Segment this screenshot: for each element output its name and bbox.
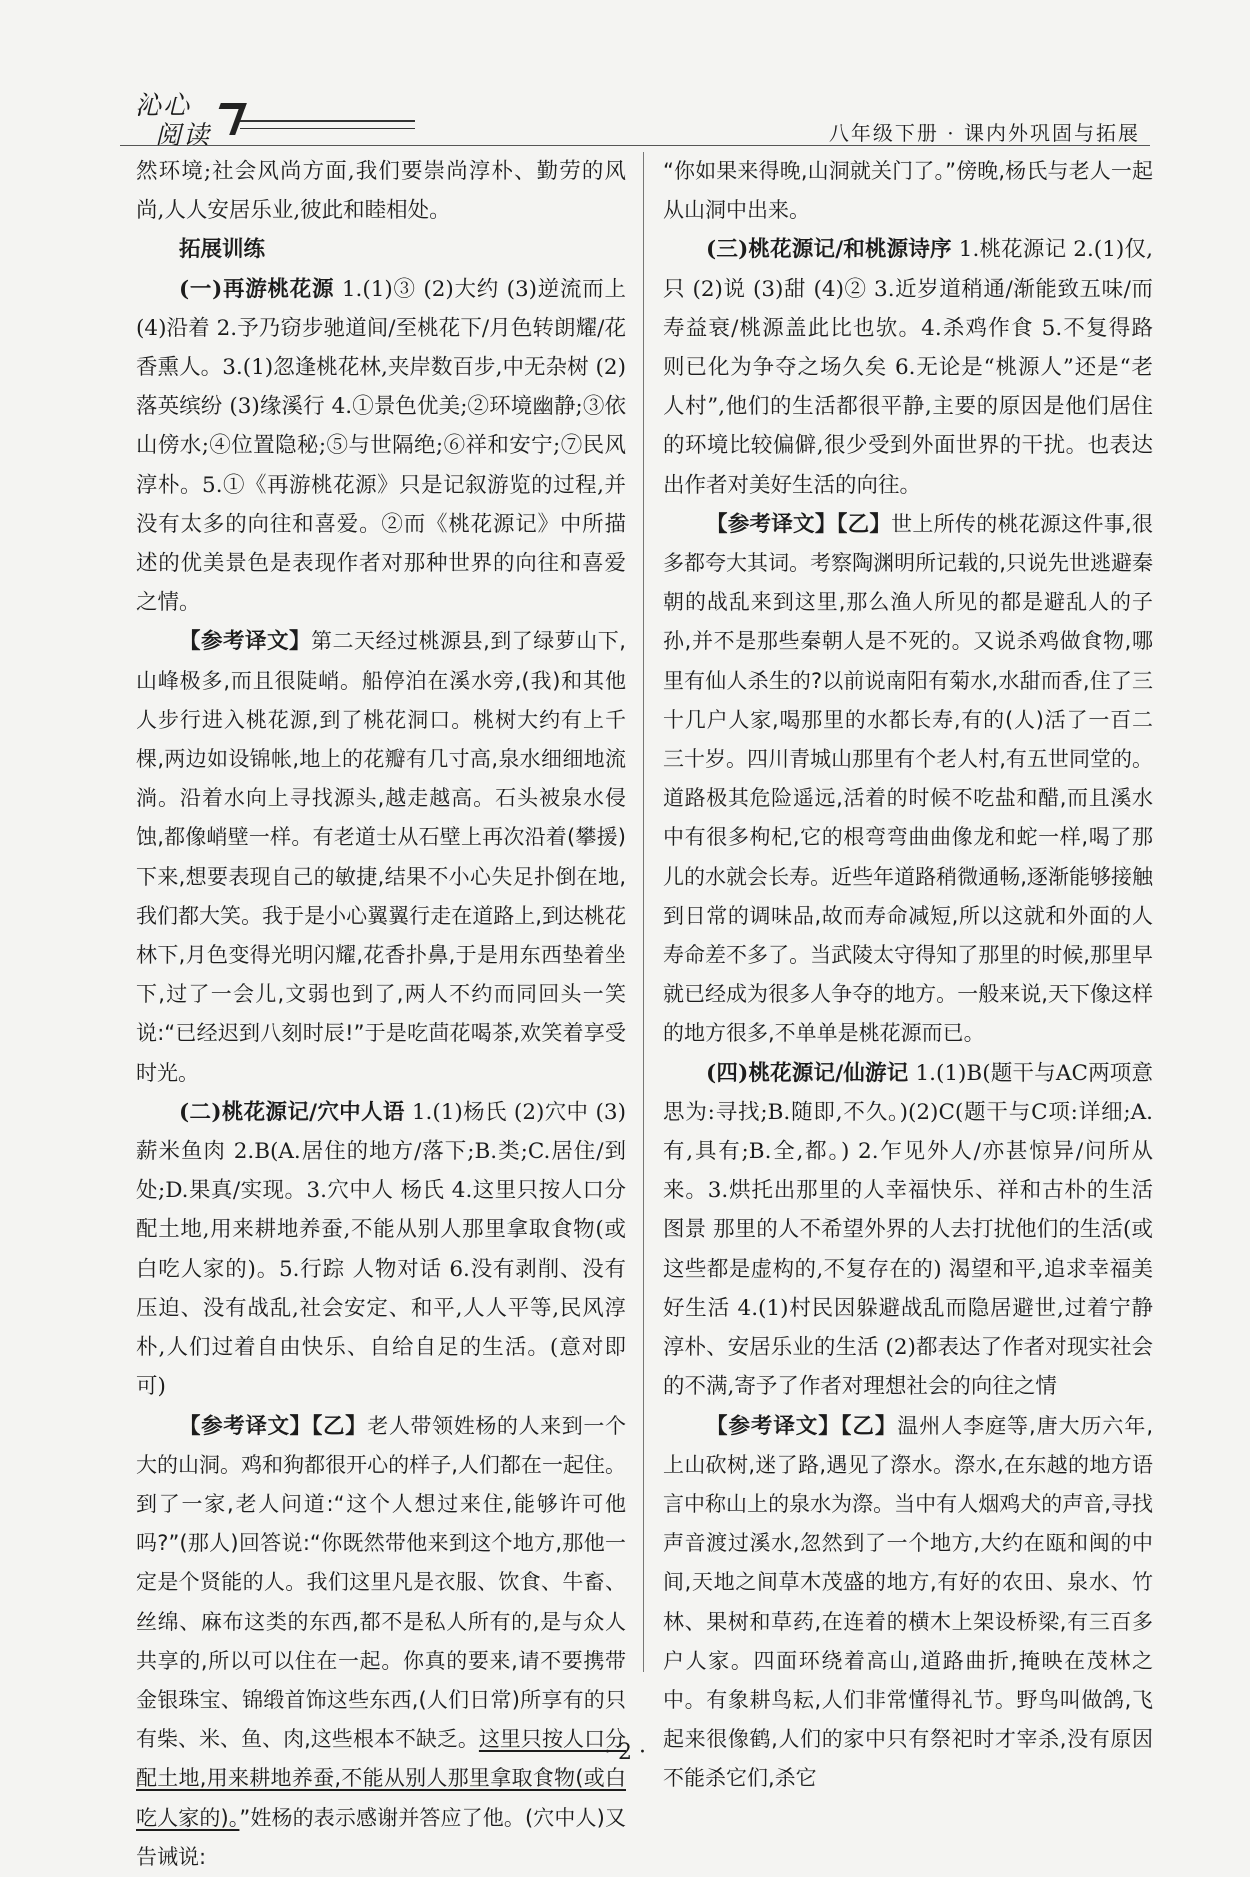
translation-label: 【参考译文】【乙】 xyxy=(706,511,892,537)
header-divider xyxy=(120,145,1150,146)
translation-block xyxy=(663,505,1153,1054)
translation-text: 世上所传的桃花源这件事,很多都夸大其词。考察陶渊明所记载的,只说先世逃避秦朝的战乱来到这里,那么渔人所见的都是避乱人的子孙,并不是那些秦朝人是不死的。又说杀鸡做食物,哪里有仙人杀生的?以前说南阳有菊水,水甜而香,住了三十几户人家,喝那里的水都长寿,有的(人)活了一百二三十岁。四川青城山那里有个老人村,有五世同堂的。道路极其危险遥远,活着的时候不吃盐和醋,而且溪水中有很多枸杞,它的根弯弯曲曲像龙和蛇一样,喝了那儿的水就会长寿。近些年道路稍微通畅,逐渐能够接触到日常的调味品,故而寿命减短,所以这就和外面的人寿命差不多了。当武陵太守得知了那里的时候,那里早就已经成为很多人争夺的地方。一般来说,天下像这样的地方很多,不单单是桃花源而已。 xyxy=(663,511,1153,1046)
logo-mark-icon xyxy=(209,103,247,135)
logo-bottom-text: 阅读 xyxy=(155,121,212,151)
page-header xyxy=(0,0,1250,150)
answer-block xyxy=(136,1093,626,1407)
translation-text: 温州人李庭等,唐大历六年,上山砍树,迷了路,遇见了漈水。漈水,在东越的地方语言中称山上的泉水为漈。当中有人烟鸡犬的声音,寻找声音渡过溪水,忽然到了一个地方,大约在瓯和闽的中间,天地之间草木茂盛的地方,有好的农田、泉水、竹林、果树和草药,在连着的横木上架设桥梁,有三百多户人家。四面环绕着高山,道路曲折,掩映在茂林之中。有象耕鸟耘,人们非常懂得礼节。野鸟叫做鸽,飞起来很像鹤,人们的家中只有祭祀时才宰杀,没有原因不能杀它们,杀它 xyxy=(663,1413,1153,1791)
logo-top-text: 沁心 xyxy=(135,91,192,121)
section-heading: (二)桃花源记/穴中人语 xyxy=(179,1099,405,1125)
paragraph: 然环境;社会风尚方面,我们要崇尚淳朴、勤劳的风尚,人人安居乐业,彼此和睦相处。 xyxy=(136,159,626,224)
translation-text: “你如果来得晚,山洞就关门了。”傍晚,杨氏与老人一起从山洞中出来。 xyxy=(663,159,1153,223)
translation-block xyxy=(136,622,626,1092)
answer-text: 1.(1)B(题干与AC两项意思为:寻找;B.随即,不久。)(2)C(题干与C项:详细;A.有,具有;B.全,都。) 2.乍见外人/亦甚惊异/问所从来。3.烘托出那里的人幸福快乐、祥和古朴的生活图景 那里的人不希望外界的人去打扰他们的生活(或这些都是虚构的,不复存在的) 渴望和平,追求幸福美好生活 4.(1)村民因躲避战乱而隐居避世,过着宁静淳朴、安居乐业的生活 (2)都表达了作者对现实社会的不满,寄予了作者对理想社会的向往之情 xyxy=(663,1060,1154,1400)
right-column xyxy=(663,152,1153,1799)
answer-text: 1.桃花源记 2.(1)仅,只 (2)说 (3)甜 (4)② 3.近岁道稍通/渐能致五味/而寿益衰/桃源盖此比也欤。4.杀鸡作食 5.不复得路 则已化为争夺之场久矣 6.无论是“桃源人”还是“老人村”,他们的生活都很平静,主要的原因是他们居住的环境比较偏僻,很少受到外面世界的干扰。也表达出作者对美好生活的向往。 xyxy=(663,237,1153,498)
translation-label: 【参考译文】 xyxy=(179,629,312,655)
header-rule xyxy=(240,128,415,129)
section-heading: 拓展训练 xyxy=(179,237,266,263)
section-heading: (一)再游桃花源 xyxy=(179,276,335,302)
translation-block xyxy=(136,1407,626,1877)
translation-label: 【参考译文】【乙】 xyxy=(179,1413,368,1439)
translation-text: ”姓杨的表示感谢并答应了他。(穴中人)又告诫说: xyxy=(136,1805,626,1869)
translation-label: 【参考译文】【乙】 xyxy=(706,1413,898,1439)
column-divider xyxy=(643,152,644,1672)
underlined-sentence: 这里只按人口分配土地,用来耕地养蚕,不能从别人那里拿取食物(或白吃人家的)。 xyxy=(136,1727,626,1830)
left-column xyxy=(136,152,626,1877)
answer-block xyxy=(663,230,1153,504)
answer-text: 1.(1)③ (2)大约 (3)逆流而上 (4)沿着 2.予乃窃步驰道间/至桃花下/月色转朗耀/花香熏人。3.(1)忽逢桃花林,夹岸数百步,中无杂树 (2)落英缤纷 (3)缘溪行 4.①景色优美;②环境幽静;③依山傍水;④位置隐秘;⑤与世隔绝;⑥祥和安宁;⑦民风淳朴。5.①《再游桃花源》只是记叙游览的过程,并没有太多的向往和喜爱。②而《桃花源记》中所描述的优美景色是表现作者对那种世界的向往和喜爱之情。 xyxy=(136,276,626,616)
answer-block xyxy=(136,270,626,623)
answer-block xyxy=(663,1054,1153,1407)
section-heading: (三)桃花源记/和桃源诗序 xyxy=(706,237,952,263)
page-number: · 2 · xyxy=(604,1740,646,1765)
series-logo xyxy=(135,85,240,151)
translation-text: 老人带领姓杨的人来到一个大的山洞。鸡和狗都很开心的样子,人们都在一起住。到了一家,老人问道:“这个人想过来住,能够许可他吗?”(那人)回答说:“你既然带他来到这个地方,那他一定是个贤能的人。我们这里凡是衣服、饮食、牛畜、丝绵、麻布这类的东西,都不是私人所有的,是与众人共享的,所以可以住在一起。你真的要来,请不要携带金银珠宝、锦缎首饰这些东西,(人们日常)所享有的只有柴、米、鱼、肉,这些根本不缺乏。 xyxy=(136,1413,626,1752)
translation-text: 第二天经过桃源县,到了绿萝山下,山峰极多,而且很陡峭。船停泊在溪水旁,(我)和其他人步行进入桃花源,到了桃花洞口。桃树大约有上千棵,两边如设锦帐,地上的花瓣有几寸高,泉水细细地流淌。沿着水向上寻找源头,越走越高。石头被泉水侵蚀,都像峭壁一样。有老道士从石壁上再次沿着(攀援)下来,想要表现自己的敏捷,结果不小心失足扑倒在地,我们都大笑。我于是小心翼翼行走在道路上,到达桃花林下,月色变得光明闪耀,花香扑鼻,于是用东西垫着坐下,过了一会儿,文弱也到了,两人不约而同回头一笑说:“已经迟到八刻时辰!”于是吃茴花喝茶,欢笑着享受时光。 xyxy=(136,629,626,1085)
book-title: 八年级下册 · 课内外巩固与拓展 xyxy=(828,121,1140,145)
header-rule xyxy=(240,120,415,122)
answer-text: 1.(1)杨氏 (2)穴中 (3)薪米鱼肉 2.B(A.居住的地方/落下;B.类;C.居住/到处;D.果真/实现。3.穴中人 杨氏 4.这里只按人口分配土地,用来耕地养蚕,不能从别人那里拿取食物(或白吃人家的)。5.行踪 人物对话 6.没有剥削、没有压迫、没有战乱,社会安定、和平,人人平等,民风淳朴,人们过着自由快乐、自给自足的生活。(意对即可) xyxy=(136,1099,626,1400)
section-heading: (四)桃花源记/仙游记 xyxy=(706,1060,909,1086)
